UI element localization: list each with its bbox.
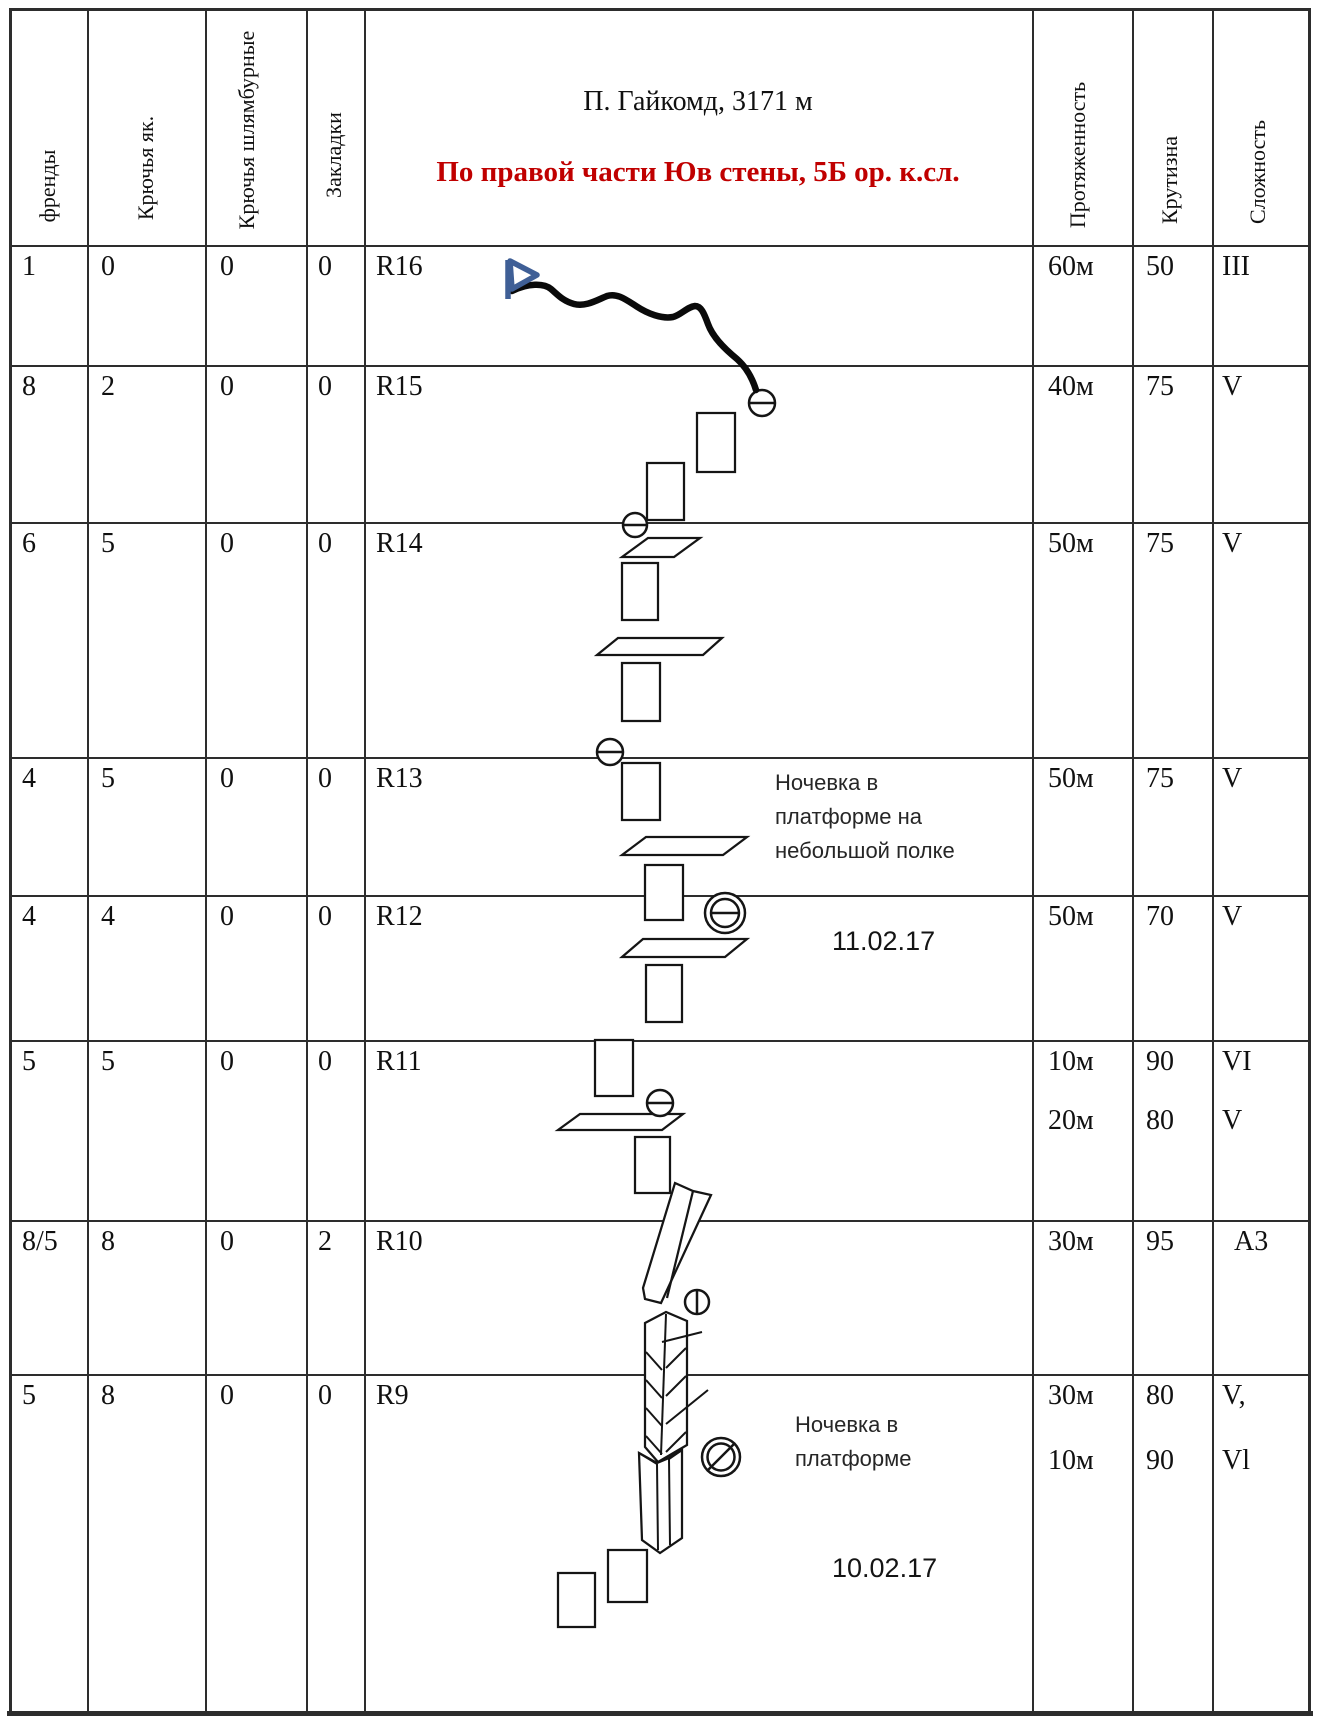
r12-anchor: 4 <box>101 901 115 932</box>
r11-difficulty: VI <box>1222 1046 1252 1077</box>
r11-steepness: 90 <box>1146 1046 1174 1077</box>
r14-nuts: 0 <box>318 528 332 559</box>
r16-length: 60м <box>1048 251 1094 282</box>
r13-label: R13 <box>376 763 423 794</box>
r14-length: 50м <box>1048 528 1094 559</box>
r10-length: 30м <box>1048 1226 1094 1257</box>
chimney-chevron-column <box>645 1312 708 1462</box>
r9-nuts: 0 <box>318 1380 332 1411</box>
r12-nuts: 0 <box>318 901 332 932</box>
column-header-steepness: Крутизна <box>1157 136 1182 224</box>
r9-frends: 5 <box>22 1380 36 1411</box>
r16-anchor: 0 <box>101 251 115 282</box>
r10-label: R10 <box>376 1226 423 1257</box>
r12-steepness: 70 <box>1146 901 1174 932</box>
column-header-frends: френды <box>35 149 60 223</box>
r16-frends: 1 <box>22 251 36 282</box>
r9-length-2: 10м <box>1048 1445 1094 1476</box>
r15-steepness: 75 <box>1146 371 1174 402</box>
r9-bivouac-note: Ночевка в платформе <box>795 1412 912 1471</box>
r14-difficulty: V <box>1222 528 1243 559</box>
r12-date: 11.02.17 <box>832 926 936 956</box>
r9-anchor: 8 <box>101 1380 115 1411</box>
r9-date: 10.02.17 <box>832 1553 938 1583</box>
r10-steepness: 95 <box>1146 1226 1174 1257</box>
belay-double-ring-icon <box>705 893 745 933</box>
r9-bolts: 0 <box>220 1380 234 1411</box>
r13-anchor: 5 <box>101 763 115 794</box>
r13-bolts: 0 <box>220 763 234 794</box>
r16-label: R16 <box>376 251 423 282</box>
r15-frends: 8 <box>22 371 36 402</box>
r9-difficulty: V, <box>1222 1380 1246 1411</box>
r12-difficulty: V <box>1222 901 1243 932</box>
r9-difficulty-2: Vl <box>1222 1445 1250 1476</box>
page-title: П. Гайкомд, 3171 м <box>583 86 813 117</box>
r14-frends: 6 <box>22 528 36 559</box>
column-header-difficulty: Сложность <box>1245 119 1270 225</box>
r14-bolts: 0 <box>220 528 234 559</box>
r11-nuts: 0 <box>318 1046 332 1077</box>
rock-pillar-symbol <box>639 1450 682 1553</box>
belay-circle-vertical-icon <box>685 1290 709 1314</box>
r13-nuts: 0 <box>318 763 332 794</box>
r12-frends: 4 <box>22 901 36 932</box>
route-line <box>512 285 756 390</box>
r11-anchor: 5 <box>101 1046 115 1077</box>
r11-bolts: 0 <box>220 1046 234 1077</box>
r15-nuts: 0 <box>318 371 332 402</box>
r14-anchor: 5 <box>101 528 115 559</box>
flake-prism-symbol <box>643 1183 711 1303</box>
r14-steepness: 75 <box>1146 528 1174 559</box>
column-header-bolt-pitons: Крючья шлямбурные <box>234 30 259 230</box>
r15-anchor: 2 <box>101 371 115 402</box>
r11-difficulty-2: V <box>1222 1105 1243 1136</box>
r16-nuts: 0 <box>318 251 332 282</box>
r13-steepness: 75 <box>1146 763 1174 794</box>
r11-steepness-2: 80 <box>1146 1105 1174 1136</box>
belay-crossed-ring-icon <box>702 1438 740 1476</box>
r13-bivouac-note: Ночевка в платформе на небольшой полке <box>775 770 955 863</box>
r11-frends: 5 <box>22 1046 36 1077</box>
r12-label: R12 <box>376 901 423 932</box>
route-subtitle: По правой части Юв стены, 5Б ор. к.сл. <box>436 156 960 188</box>
r12-length: 50м <box>1048 901 1094 932</box>
r13-length: 50м <box>1048 763 1094 794</box>
r15-length: 40м <box>1048 371 1094 402</box>
r10-difficulty: A3 <box>1234 1226 1269 1257</box>
r13-difficulty: V <box>1222 763 1243 794</box>
column-header-anchor-pitons: Крючья як. <box>133 115 158 221</box>
r11-label: R11 <box>376 1046 422 1077</box>
r16-bolts: 0 <box>220 251 234 282</box>
r9-label: R9 <box>376 1380 409 1411</box>
roof-overhang-symbol <box>558 538 747 1130</box>
r11-length-2: 20м <box>1048 1105 1094 1136</box>
r15-bolts: 0 <box>220 371 234 402</box>
r9-length: 30м <box>1048 1380 1094 1411</box>
r9-steepness-2: 90 <box>1146 1445 1174 1476</box>
column-header-nuts: Закладки <box>321 112 346 198</box>
r10-frends: 8/5 <box>22 1226 58 1257</box>
r13-frends: 4 <box>22 763 36 794</box>
belay-station-circle-icon <box>596 390 776 1116</box>
r12-bolts: 0 <box>220 901 234 932</box>
r10-nuts: 2 <box>318 1226 332 1257</box>
r16-steepness: 50 <box>1146 251 1174 282</box>
column-header-length: Протяженность <box>1065 81 1090 229</box>
r15-difficulty: V <box>1222 371 1243 402</box>
r10-bolts: 0 <box>220 1226 234 1257</box>
r15-label: R15 <box>376 371 423 402</box>
r9-steepness: 80 <box>1146 1380 1174 1411</box>
r14-label: R14 <box>376 528 423 559</box>
r16-difficulty: III <box>1222 251 1250 282</box>
r11-length: 10м <box>1048 1046 1094 1077</box>
r10-anchor: 8 <box>101 1226 115 1257</box>
